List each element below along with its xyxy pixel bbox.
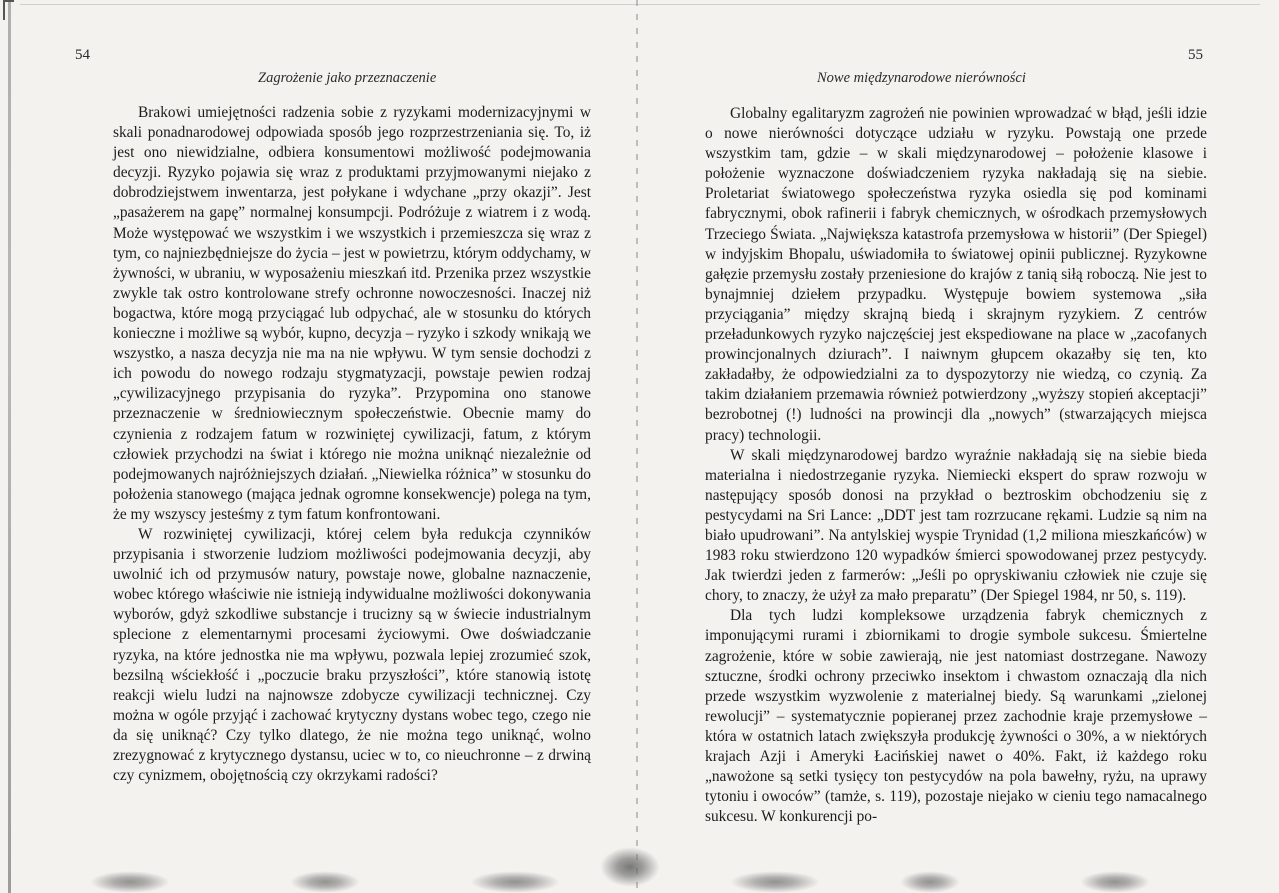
page-number: 54 [75, 47, 90, 63]
paragraph: Dla tych ludzi kompleksowe urządzenia fabryk chemicznych z imponującymi rurami i zbiornikami to drogie symbole sukcesu. Śmiertelne zagrożenie, które w sobie zawierają, nie jest natomiast dostrzegane. Nawozy sztuczne, środki ochrony przeciwko insektom i chwastom oznaczają dla nich przede wszystkim wyzwolenie z materialnej biedy. Są warunkami „zielonej rewolucji” – systematycznie popieranej przez zachodnie kraje przemysłowe – która w ostatnich latach zwiększyła produkcję żywności o 30%, a w niektórych krajach Azji i Ameryki Łacińskiej nawet o 40%. Fakt, iż każdego roku „nawożone są setki tysięcy ton pestycydów na pola bawełny, ryżu, na uprawy tytoniu i owoców” (tamże, s. 119), pozostaje niejako w cieniu tego namacalnego sukcesu. W konkurencji po- [705, 607, 1207, 826]
running-head: Nowe międzynarodowe nierówności [817, 70, 1026, 86]
paragraph: Globalny egalitaryzm zagrożeń nie powinien wprowadzać w błąd, jeśli idzie o nowe nierówności dotyczące udziału w ryzyku. Powstają one przede wszystkim tam, gdzie – w skali międzynarodowej – położenie klasowe i położenie wyznaczone doświadczeniem ryzyka nakładają się na siebie. Proletariat światowego społeczeństwa ryzyka osiedla się pod kominami fabrycznymi, obok rafinerii i fabryk chemicznych, w ośrodkach przemysłowych Trzeciego Świata. „Największa katastrofa przemysłowa w historii” (Der Spiegel) w indyjskim Bhopalu, uświadomiła to światowej opinii publicznej. Ryzykowne gałęzie przemysłu zostały przeniesione do krajów z tanią siłą roboczą. Nie jest to bynajmniej dziełem przypadku. Występuje bowiem systemowa „siła przyciągania” między skrajną biedą i skrajnym ryzykiem. Z centrów przeładunkowych ryzyko najczęściej jest ekspediowane na place w „zacofanych prowincjonalnych dziurach”. I naiwnym głupcem okazałby się ten, kto zakładałby, że odpowiedzialni za to dyspozytorzy nie wiedzą, co czynią. Za takim działaniem przemawia również potwierdzony „wyższy stopień akceptacji” bezrobotnej (!) ludności na prowincji dla „nowych” (stwarzających miejsca pracy) technologii. [705, 105, 1207, 444]
scan-smudge [90, 871, 170, 893]
scan-smudge [600, 847, 660, 887]
text-column [113, 103, 591, 786]
left-page [0, 0, 634, 893]
scan-smudge [290, 871, 360, 893]
right-page [640, 0, 1279, 893]
scan-smudge [1080, 871, 1150, 893]
scan-smudge [900, 871, 960, 893]
scan-smudge [730, 871, 820, 893]
paragraph: Brakowi umiejętności radzenia sobie z ryzykami modernizacyjnymi w skali ponadnarodowej odpowiada sposób jego rozprzestrzeniania się. To, iż jest ono niewidzialne, odbiera konsumentowi możliwość podejmowania decyzji. Ryzyko pojawia się wraz z produktami przyjmowanymi niejako z dobrodziejstwem inwentarza, jest połykane i wdychane „przy okazji”. Jest „pasażerem na gapę” normalnej konsumpcji. Podróżuje z wiatrem i z wodą. Może występować we wszystkim i we wszystkich i przemieszcza się wraz z tym, co najniezbędniejsze do życia – jest w powietrzu, którym oddychamy, w żywności, w ubraniu, w wyposażeniu mieszkań itd. Przenika przez wszystkie zwykle tak ostro kontrolowane strefy ochronne nowoczesności. Inaczej niż bogactwa, które mogą przyciągać lub odpychać, ale w stosunku do których konieczne i możliwe są wybór, kupno, decyzja – ryzyko i szkody wnikają we wszystko, a nasza decyzja nie ma na nie wpływu. W tym sensie dochodzi z ich powodu do nowego rodzaju stygmatyzacji, powstaje pewien rodzaj „cywilizacyjnego przypisania do ryzyka”. Przypomina ono stanowe przeznaczenie w średniowiecznym społeczeństwie. Obecnie mamy do czynienia z rodzajem fatum w rozwiniętej cywilizacji, fatum, z którym człowiek przychodzi na świat i którego nie można uniknąć niezależnie od podejmowanych najróżniejszych działań. „Niewielka różnica” w stosunku do położenia stanowego (mająca jednak ogromne konsekwencje) polega na tym, że my wszyscy jesteśmy z tym fatum konfrontowani. [113, 104, 591, 523]
scan-smudge [470, 871, 560, 893]
paragraph: W rozwiniętej cywilizacji, której celem była redukcja czynników przypisania i stworzenie ludziom możliwości podejmowania decyzji, aby uwolnić ich od przymusów natury, powstaje nowe, globalne naznaczenie, wobec którego właściwie nie istnieją indywidualne możliwości dokonywania wyborów, gdyż szkodliwe substancje i trucizny są w świecie industrialnym splecione z elementarnymi procesami życiowymi. Owe doświadczanie ryzyka, na które jednostka nie ma wpływu, pozwala lepiej zrozumieć szok, bezsilną wściekłość i „poczucie braku przyszłości”, które stanowią istotę reakcji wielu ludzi na najnowsze zdobycze cywilizacji technicznej. Czy można w ogóle przyjąć i zachować krytyczny dystans wobec tego, czego nie da się uniknąć? Czy tylko dlatego, że nie można tego uniknąć, wolno zrezygnować z krytycznego dystansu, uciec w to, co nieuchronne – z drwiną czy cynizmem, obojętnością czy okrzykami radości? [113, 525, 591, 785]
running-head: Zagrożenie jako przeznaczenie [258, 70, 437, 86]
paragraph: W skali międzynarodowej bardzo wyraźnie nakładają się na siebie bieda materialna i niedostrzeganie ryzyka. Niemiecki ekspert do spraw rozwoju w następujący sposób donosi na przykład o beztroskim obchodzeniu się z pestycydami na Sri Lance: „DDT jest tam rozrzucane rękami. Ludzie są nim na biało upudrowani”. Na antylskiej wyspie Trynidad (1,2 miliona mieszkańców) w 1983 roku stwierdzono 120 wypadków śmierci spowodowanej przez pestycydy. Jak twierdzi jeden z farmerów: „Jeśli po opryskiwaniu człowiek nie czuje się chory, to znaczy, że użył za mało preparatu” (Der Spiegel 1984, nr 50, s. 119). [705, 446, 1207, 605]
page-number: 55 [1188, 47, 1203, 63]
book-gutter [636, 0, 638, 893]
text-column [705, 104, 1207, 827]
